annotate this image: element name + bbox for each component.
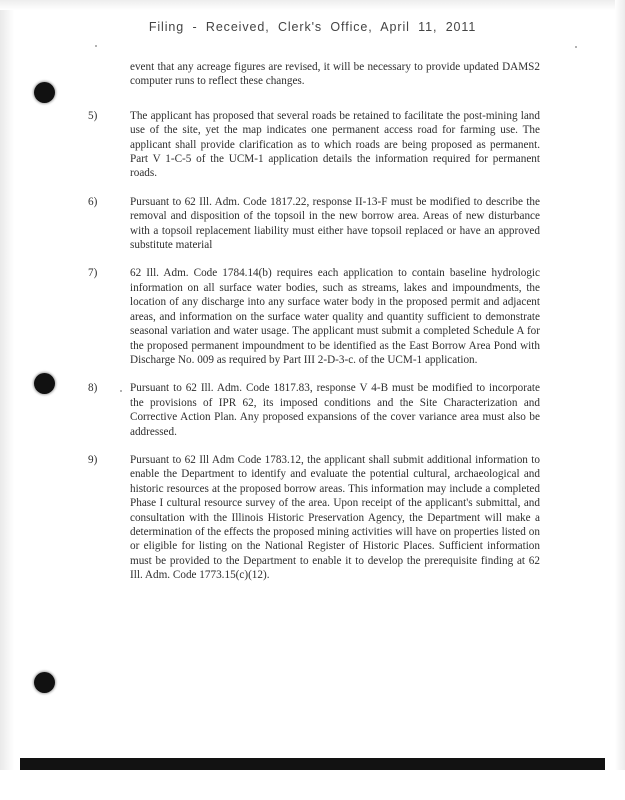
paragraph-number: 5) [88,109,98,122]
paragraph-9 [88,453,540,583]
scan-bottom-bar [20,758,605,770]
scan-speck [120,390,122,392]
page-bottom-margin [0,770,625,800]
scan-speck [95,45,97,47]
scan-edge-top [0,0,625,10]
paragraph-text: The applicant has proposed that several roads be retained to facilitate the post-mining land use of the site, yet the map indicates one permanent access road for farming use. The applicant shall provide clarification as to which roads are being proposed as permanent. Part V 1-C-5 of the UCM-1 application details the information required for permanent roads. [130,109,540,180]
scan-edge-left [0,0,14,800]
paragraph-5 [88,109,540,181]
paragraph-number: 9) [88,453,98,466]
paragraph-text: 62 Ill. Adm. Code 1784.14(b) requires each application to contain baseline hydrologic information on all surface water bodies, such as streams, lakes and impoundments, the location of any discharge into any surface water body in the proposed permit and adjacent areas, and information on the surface water quality and quantity sufficient to demonstrate seasonal variation and water usage. The applicant must submit a completed Schedule A for the proposed permanent impoundment to be identified as the East Borrow Area Pond with Discharge No. 009 as required by Part III 2-D-3-c. of the UCM-1 application. [130,267,540,366]
binder-hole-bottom [34,672,55,693]
paragraph-number: 7) [88,267,98,280]
paragraph-text: Pursuant to 62 Ill Adm Code 1783.12, the applicant shall submit additional information to enable the Department to identify and evaluate the potential cultural, archaeological and historic resources at the proposed borrow areas. This information may include a completed Phase I cultural resource survey of the area. Upon receipt of the applicant's submittal, and consultation with the Illinois Historic Preservation Agency, the Department will make a determination of the effects the proposed mining activities will have on properties listed on or eligible for listing on the National Register of Historic Places. Sufficient information must be provided to the Department to enable it to develop the prerequisite finding at 62 Ill. Adm. Code 1773.15(c)(12). [130,453,540,582]
paragraph-6 [88,195,540,253]
document-body [88,60,540,597]
binder-hole-middle [34,373,55,394]
scan-edge-right [615,0,625,800]
paragraph-7 [88,266,540,367]
filing-received-stamp: Filing - Received, Clerk's Office, April 11, 2011 [148,20,477,34]
paragraph-8 [88,381,540,439]
scan-speck [575,46,577,48]
paragraph-continuation [130,60,540,89]
paragraph-text: Pursuant to 62 Ill. Adm. Code 1817.83, response V 4-B must be modified to incorporate the provisions of IPR 62, its imposed conditions and the Site Characterization and Corrective Action Plan. Any proposed expansions of the cover variance area must also be addressed. [130,382,540,438]
paragraph-text: event that any acreage figures are revised, it will be necessary to provide updated DAMS2 computer runs to reflect these changes. [130,61,540,88]
paragraph-number: 8) [88,382,98,395]
binder-hole-top [34,82,55,103]
paragraph-text: Pursuant to 62 Ill. Adm. Code 1817.22, response II-13-F must be modified to describe the removal and disposition of the topsoil in the new borrow area. Areas of new disturbance with a topsoil replacement liability must either have topsoil replaced or have an approved substitute material [130,195,540,252]
paragraph-number: 6) [88,195,98,208]
